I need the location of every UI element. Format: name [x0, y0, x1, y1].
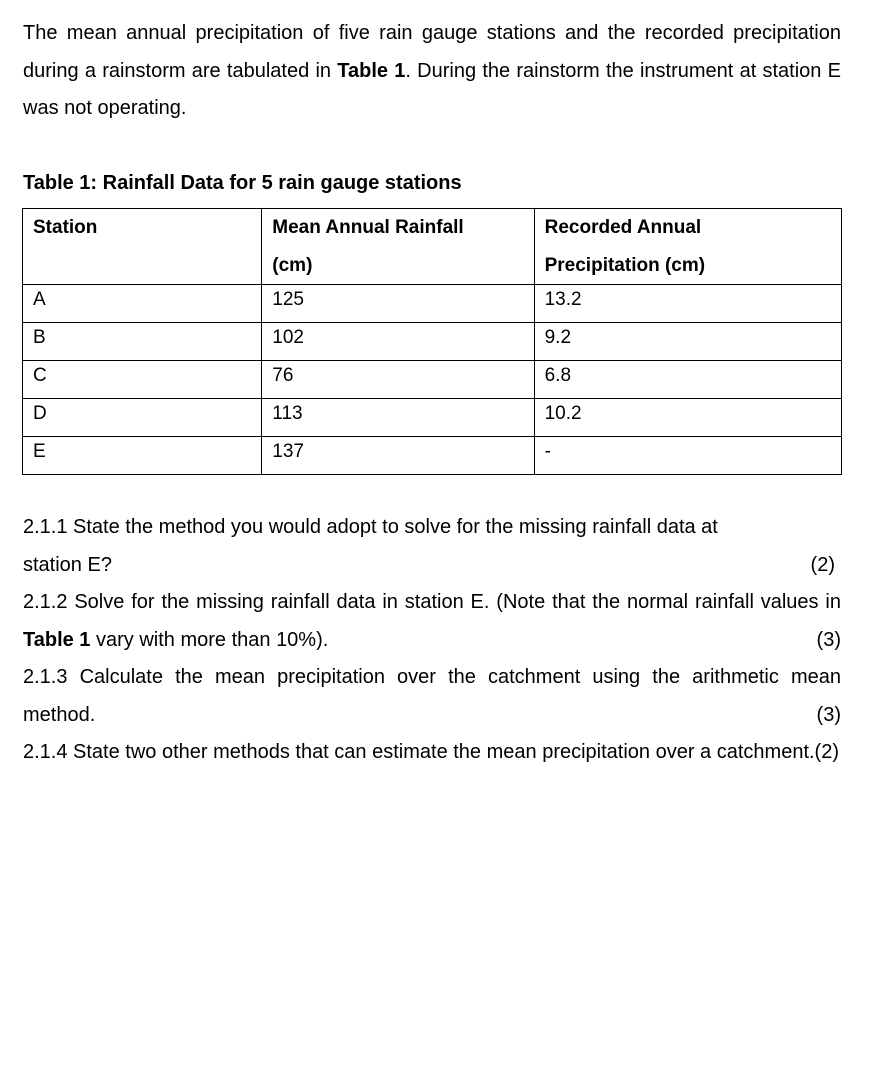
question-2-1-4: [23, 734, 841, 772]
question-2-1-1-marks: (2): [810, 553, 835, 576]
cell-recorded: 13.2: [534, 285, 841, 323]
cell-station: E: [23, 437, 262, 475]
question-2-1-1-line2: station E?: [23, 553, 112, 576]
table-header-row: [23, 209, 842, 285]
header-recorded-precipitation: [534, 209, 841, 285]
intro-text-part2: . During the rainstorm the instrument at station E was not operating.: [23, 59, 841, 119]
cell-mean: 113: [262, 399, 534, 437]
question-2-1-4-text: 2.1.4 State two other methods that can estimate the mean precipitation over a catchment.: [23, 741, 815, 763]
question-2-1-4-marks: (2): [814, 741, 839, 763]
question-2-1-3-marks: (3): [816, 703, 841, 726]
questions-section: [23, 509, 841, 772]
question-2-1-1-tail: [23, 547, 841, 585]
cell-mean: 76: [262, 361, 534, 399]
table-row: [23, 437, 842, 475]
cell-recorded: 6.8: [534, 361, 841, 399]
question-2-1-3: [23, 659, 841, 734]
question-2-1-2: [23, 584, 841, 659]
question-2-1-2-part1: 2.1.2 Solve for the missing rainfall data in station E. (Note that the normal rainfall values in: [23, 591, 841, 613]
header-station: [23, 209, 262, 285]
question-2-1-2-part2: vary with more than 10%).: [90, 628, 329, 651]
header-mean-line1: Mean Annual Rainfall: [272, 217, 464, 238]
table-row: [23, 323, 842, 361]
question-2-1-2-table-ref: Table 1: [23, 628, 91, 651]
question-2-1-1-line1: 2.1.1 State the method you would adopt to solve for the missing rainfall data at: [23, 516, 718, 538]
cell-mean: 125: [262, 285, 534, 323]
intro-text-part1: The mean annual precipitation of five rain gauge stations and the recorded precipitation during a rainstorm are tabulated in: [23, 22, 841, 82]
question-2-1-2-marks: (3): [816, 628, 841, 651]
cell-recorded: -: [534, 437, 841, 475]
cell-station: C: [23, 361, 262, 399]
cell-recorded: 9.2: [534, 323, 841, 361]
cell-station: A: [23, 285, 262, 323]
header-recorded-line2: Precipitation (cm): [544, 254, 706, 276]
cell-mean: 102: [262, 323, 534, 361]
header-station-label: Station: [33, 217, 98, 238]
cell-station: D: [23, 399, 262, 437]
table-row: [23, 399, 842, 437]
table-row: [23, 361, 842, 399]
question-2-1-1: [23, 509, 841, 547]
cell-mean: 137: [262, 437, 534, 475]
intro-table-ref: Table 1: [337, 59, 406, 82]
header-mean-annual-rainfall: [262, 209, 534, 285]
cell-recorded: 10.2: [534, 399, 841, 437]
intro-paragraph: [23, 15, 841, 128]
table-caption: Table 1: Rainfall Data for 5 rain gauge stations: [23, 172, 462, 194]
header-recorded-line1: Recorded Annual: [544, 217, 702, 238]
rainfall-table: [22, 208, 842, 475]
cell-station: B: [23, 323, 262, 361]
header-mean-line2: (cm): [272, 254, 313, 276]
table-row: [23, 285, 842, 323]
question-2-1-3-text: 2.1.3 Calculate the mean precipitation over the catchment using the arithmetic mean method.: [23, 666, 841, 726]
